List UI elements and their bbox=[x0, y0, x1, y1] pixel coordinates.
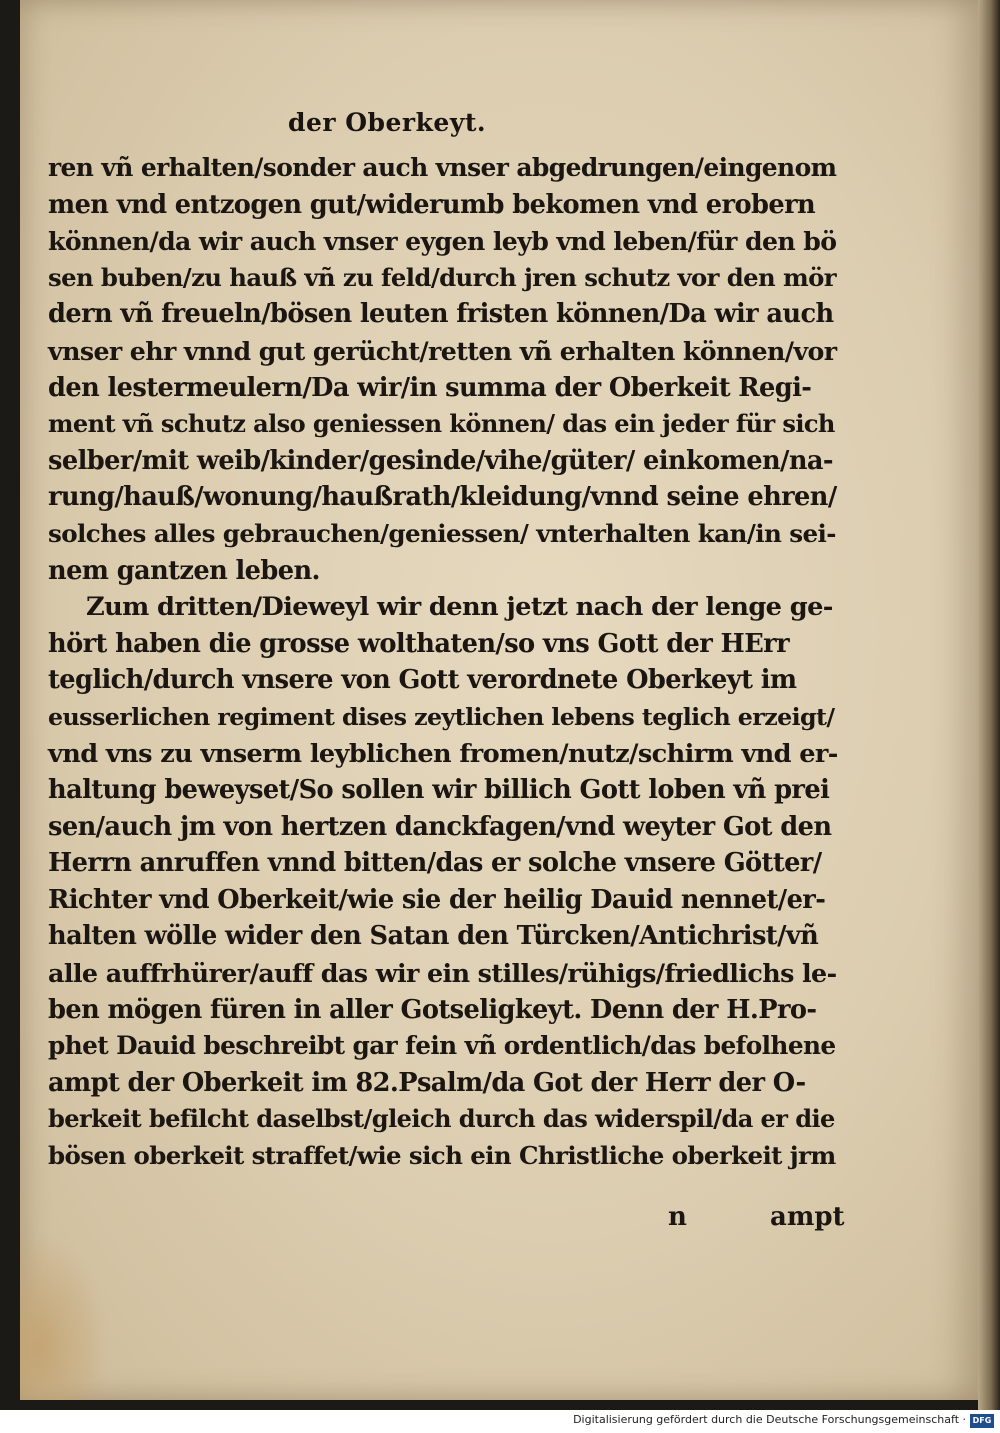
text-line: eusserlichen regiment dises zeytlichen lebens teglich erzeigt/ bbox=[48, 702, 835, 731]
text-line: nem gantzen leben. bbox=[48, 555, 320, 586]
signature-mark: n bbox=[668, 1202, 687, 1232]
text-line: selber/mit weib/kinder/gesinde/vihe/güter/ einkomen/na- bbox=[48, 445, 833, 476]
text-line: rung/hauß/wonung/haußrath/kleidung/vnnd seine ehren/ bbox=[48, 482, 837, 513]
text-line: dern vñ freueln/bösen leuten fristen können/Da wir auch bbox=[48, 299, 834, 330]
text-line: ren vñ erhalten/sonder auch vnser abgedrungen/eingenom bbox=[48, 153, 837, 182]
text-line: den lestermeulern/Da wir/in summa der Oberkeit Regi- bbox=[48, 372, 812, 403]
text-line: ben mögen füren in aller Gotseligkeyt. Denn der H.Pro- bbox=[48, 994, 817, 1025]
text-line: berkeit befilcht daselbst/gleich durch das widerspil/da er die bbox=[48, 1104, 835, 1134]
funding-note: Digitalisierung gefördert durch die Deutsche Forschungsgemeinschaft · bbox=[573, 1413, 966, 1426]
text-line: haltung beweyset/So sollen wir billich Gott loben vñ prei bbox=[48, 775, 830, 806]
dfg-logo: DFG bbox=[970, 1414, 994, 1428]
text-line: teglich/durch vnsere von Gott verordnete Oberkeyt im bbox=[48, 665, 797, 696]
text-line: men vnd entzogen gut/widerumb bekomen vnd erobern bbox=[48, 189, 816, 220]
text-line: können/da wir auch vnser eygen leyb vnd leben/für den bö bbox=[48, 226, 837, 257]
text-line: ampt der Oberkeit im 82.Psalm/da Got der Herr der O- bbox=[48, 1067, 806, 1098]
page-edge bbox=[978, 0, 1000, 1410]
footer bbox=[0, 1410, 1000, 1433]
paper-stain bbox=[20, 1230, 110, 1400]
text-line: sen/auch jm von hertzen danckfagen/vnd weyter Got den bbox=[48, 811, 832, 842]
text-line: sen buben/zu hauß vñ zu feld/durch jren schutz vor den mör bbox=[48, 262, 836, 292]
text-line: vnd vns zu vnserm leyblichen fromen/nutz/schirm vnd er- bbox=[48, 738, 838, 769]
text-line: hört haben die grosse wolthaten/so vns Gott der HErr bbox=[48, 628, 790, 659]
text-line: Richter vnd Oberkeit/wie sie der heilig Dauid nennet/er- bbox=[48, 884, 826, 915]
text-line: Zum dritten/Dieweyl wir denn jetzt nach der lenge ge- bbox=[86, 592, 833, 623]
text-line: Herrn anruffen vnnd bitten/das er solche vnsere Götter/ bbox=[48, 848, 822, 879]
text-line: alle auffrhürer/auff das wir ein stilles/rühigs/friedlichs le- bbox=[48, 958, 837, 989]
text-line: solches alles gebrauchen/geniessen/ vnterhalten kan/in sei- bbox=[48, 518, 836, 548]
text-line: phet Dauid beschreibt gar fein vñ ordentlich/das befolhene bbox=[48, 1031, 836, 1061]
text-line: ment vñ schutz also geniessen können/ das ein jeder für sich bbox=[48, 409, 835, 439]
catchword: ampt bbox=[770, 1202, 845, 1232]
text-line: vnser ehr vnnd gut gerücht/retten vñ erhalten können/vor bbox=[48, 335, 837, 366]
text-block bbox=[48, 150, 848, 1175]
running-head: der Oberkeyt. bbox=[288, 108, 487, 137]
text-line: halten wölle wider den Satan den Türcken/Antichrist/vñ bbox=[48, 921, 819, 952]
text-line: bösen oberkeit straffet/wie sich ein Christliche oberkeit jrm bbox=[48, 1141, 836, 1171]
